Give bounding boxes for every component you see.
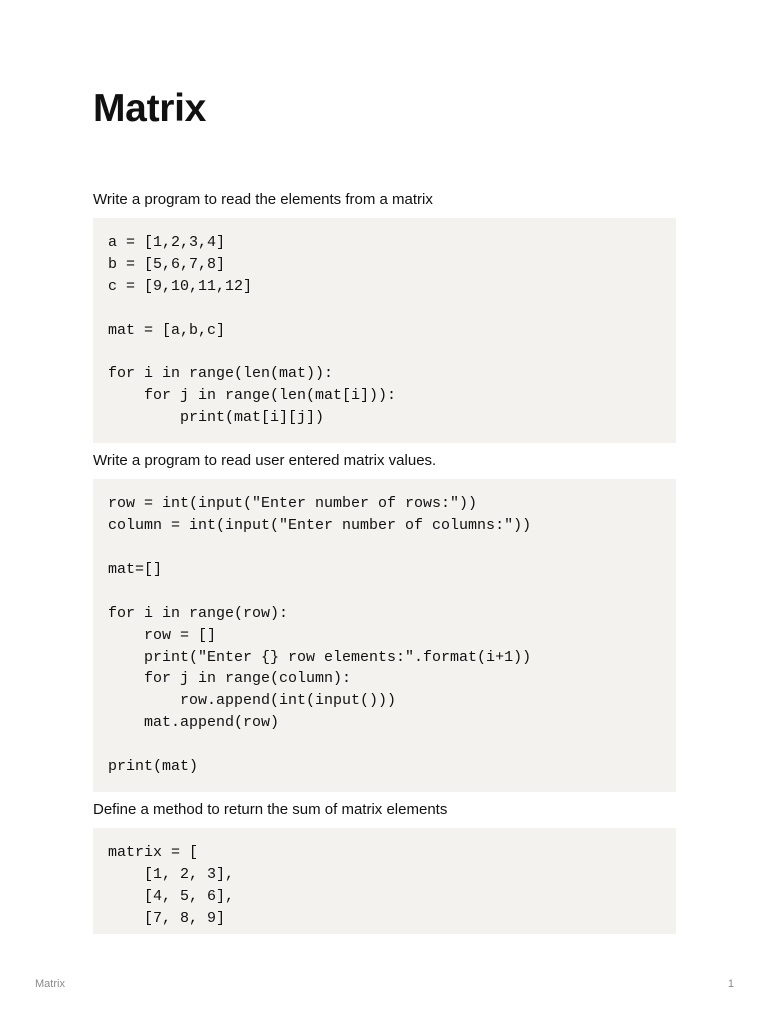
section-1-description: Write a program to read the elements from a matrix — [93, 191, 433, 208]
footer-document-label: Matrix — [35, 978, 65, 990]
page-title: Matrix — [93, 87, 207, 130]
footer-page-number: 1 — [727, 978, 734, 990]
section-3-description: Define a method to return the sum of matrix elements — [93, 800, 448, 818]
document-content — [93, 190, 676, 942]
section-3-code-block: matrix = [ [1, 2, 3], [4, 5, 6], [7, 8, 9] — [93, 828, 676, 934]
section-1-code-block: a = [1,2,3,4] b = [5,6,7,8] c = [9,10,11,12] mat = [a,b,c] for i in range(len(mat)): for j in range(len(mat[i])): print(mat[i][j]) — [93, 218, 676, 443]
section-2-code-block: row = int(input("Enter number of rows:")) column = int(input("Enter number of columns:")) mat=[] for i in range(row): row = [] print("Enter {} row elements:".format(i+1)) for j in range(column): row.append(int(input())) mat.append(row) print(mat) — [93, 479, 676, 792]
section-2-description: Write a program to read user entered matrix values. — [93, 452, 437, 470]
